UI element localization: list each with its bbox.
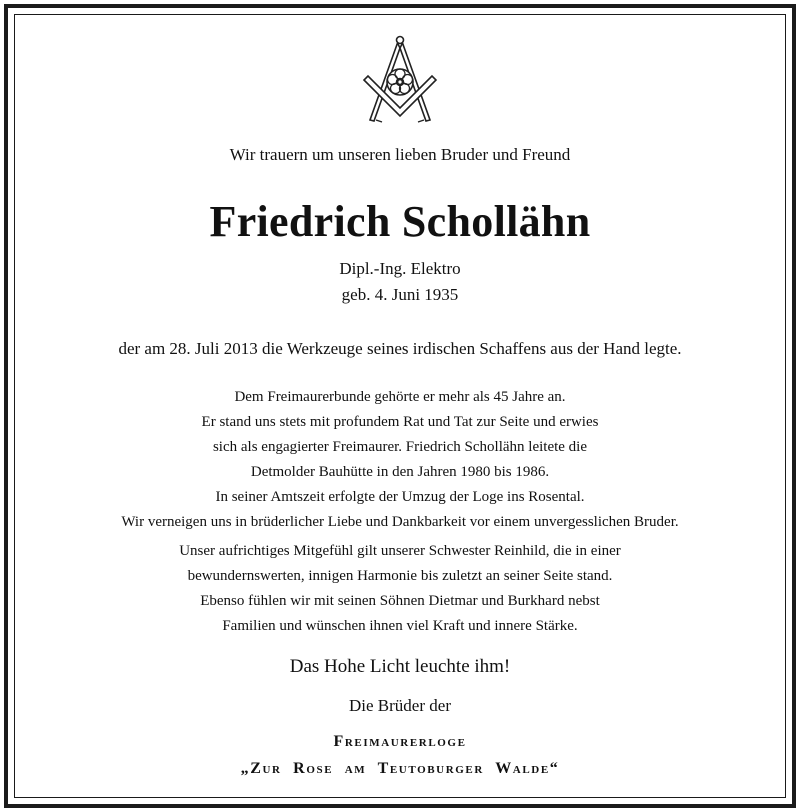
tribute-paragraph [0,385,800,535]
condolence-line: bewundernswerten, innigen Harmonie bis zuletzt an seiner Seite stand. [187,568,613,584]
motto: Das Hohe Licht leuchte ihm! [289,656,511,677]
tribute-line: In seiner Amtszeit erfolgte der Umzug der Loge ins Rosental. [215,489,585,505]
tribute-line: Wir verneigen uns in brüderlicher Liebe und Dankbarkeit vor einem unvergesslichen Bruder. [121,514,679,530]
death-statement: der am 28. Juli 2013 die Werkzeuge seines irdischen Schaffens aus der Hand legte. [118,339,682,358]
square-and-compass-icon [358,30,442,126]
signed-by: Die Brüder der [349,696,451,715]
birth-date: geb. 4. Juni 1935 [341,285,459,304]
condolence-paragraph [0,539,800,639]
intro-text: Wir trauern um unseren lieben Bruder und Freund [229,145,571,164]
tribute-line: sich als engagierter Freimaurer. Friedrich Schollähn leitete die [212,439,588,455]
tribute-line: Detmolder Bauhütte in den Jahren 1980 bis 1986. [250,464,550,480]
tribute-line: Dem Freimaurerbunde gehörte er mehr als 45 Jahre an. [234,389,566,405]
lodge-name: „Zur Rose am Teutoburger Walde“ [240,760,560,777]
condolence-line: Familien und wünschen ihnen viel Kraft und innere Stärke. [222,618,578,634]
rose-icon [387,69,413,95]
condolence-line: Ebenso fühlen wir mit seinen Söhnen Dietmar und Burkhard nebst [200,593,600,609]
lodge-label: Freimaurerloge [333,733,467,750]
academic-title: Dipl.-Ing. Elektro [339,259,461,278]
deceased-name: Friedrich Schollähn [209,197,591,246]
tribute-line: Er stand uns stets mit profundem Rat und Tat zur Seite und erwies [201,414,599,430]
condolence-line: Unser aufrichtiges Mitgefühl gilt unserer Schwester Reinhild, die in einer [179,543,621,559]
